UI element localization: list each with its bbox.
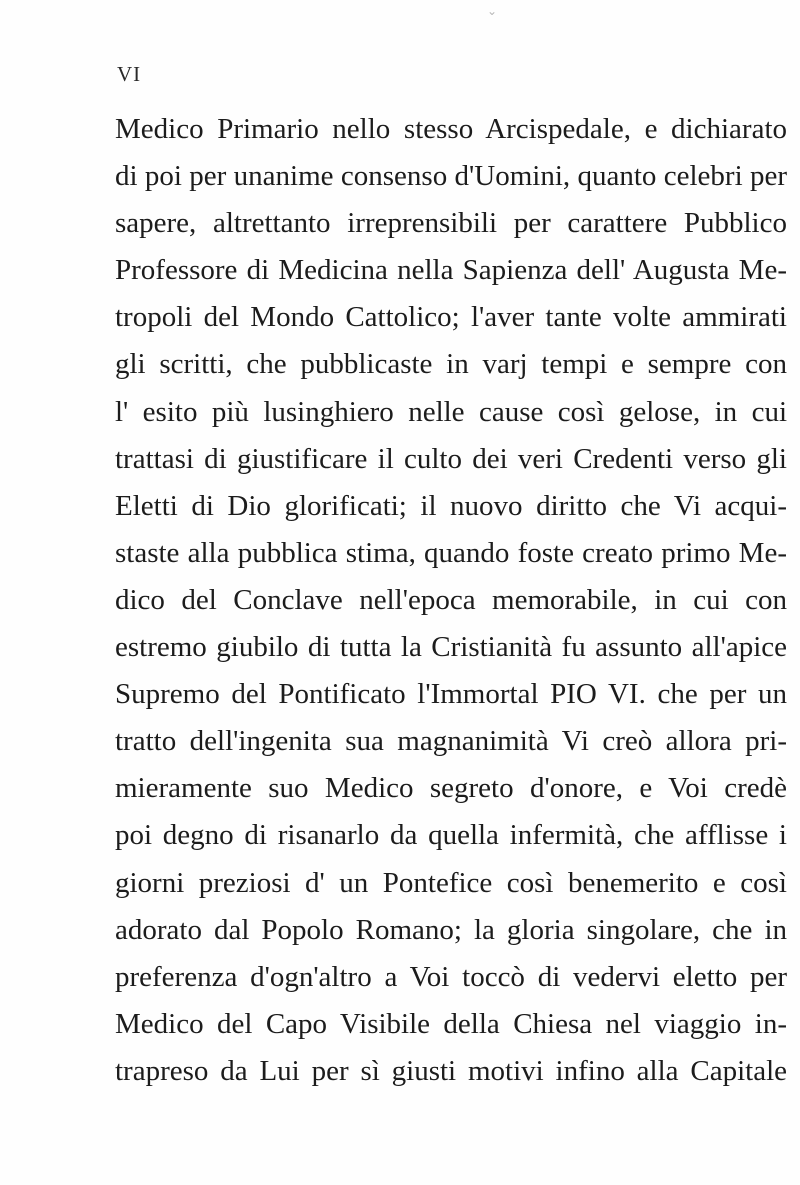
text-line: estremo giubilo di tutta la Cristianità fu assunto all'apice bbox=[115, 631, 787, 664]
text-line: adorato dal Popolo Romano; la gloria singolare, che in bbox=[115, 913, 787, 946]
text-line: trapreso da Lui per sì giusti motivi infino alla Capitale bbox=[115, 1054, 787, 1087]
text-line: Supremo del Pontificato l'Immortal PIO VI. che per un bbox=[115, 678, 787, 711]
text-line: l' esito più lusinghiero nelle cause così gelose, in cui bbox=[115, 395, 787, 428]
text-line: di poi per unanime consenso d'Uomini, quanto celebri per bbox=[115, 160, 787, 193]
text-line: preferenza d'ogn'altro a Voi toccò di vedervi eletto per bbox=[115, 960, 787, 993]
printing-mark: ⌄ bbox=[487, 4, 498, 18]
text-line: dico del Conclave nell'epoca memorabile, in cui con bbox=[115, 583, 787, 616]
page-number: VI bbox=[117, 62, 142, 86]
text-line: gli scritti, che pubblicaste in varj tempi e sempre con bbox=[115, 348, 787, 381]
text-line: Medico Primario nello stesso Arcispedale, e dichiarato bbox=[115, 113, 787, 145]
body-text bbox=[115, 106, 787, 1095]
text-line: tratto dell'ingenita sua magnanimità Vi creò allora pri- bbox=[115, 725, 787, 758]
text-line: Medico del Capo Visibile della Chiesa nel viaggio in- bbox=[115, 1007, 787, 1040]
text-line: sapere, altrettanto irreprensibili per carattere Pubblico bbox=[115, 207, 787, 240]
text-line: Professore di Medicina nella Sapienza dell' Augusta Me- bbox=[115, 254, 787, 287]
text-line: giorni preziosi d' un Pontefice così benemerito e così bbox=[115, 866, 787, 899]
text-line: mieramente suo Medico segreto d'onore, e Voi credè bbox=[115, 772, 787, 805]
text-line: staste alla pubblica stima, quando foste creato primo Me- bbox=[115, 536, 787, 569]
text-line: Eletti di Dio glorificati; il nuovo diritto che Vi acqui- bbox=[115, 489, 787, 522]
text-line: tropoli del Mondo Cattolico; l'aver tante volte ammirati bbox=[115, 301, 787, 334]
text-line: poi degno di risanarlo da quella infermità, che afflisse i bbox=[115, 819, 787, 852]
text-line: trattasi di giustificare il culto dei veri Credenti verso gli bbox=[115, 442, 787, 475]
